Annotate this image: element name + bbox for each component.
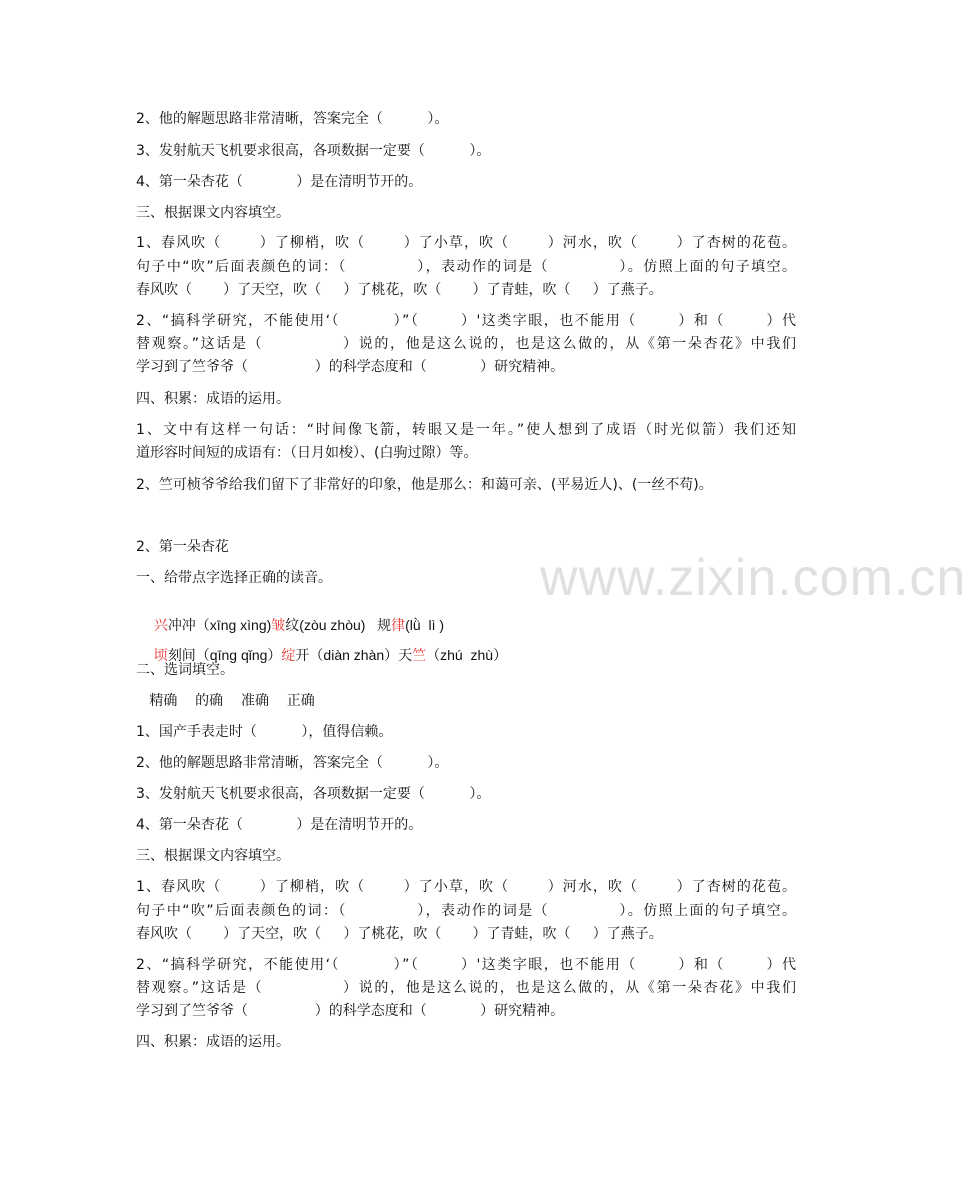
section-3-heading: 三、根据课文内容填空。 <box>136 848 290 864</box>
top-s3-p2-line3: 学习到了竺爷爷（ ）的科学态度和（ ）研究精神。 <box>136 359 565 375</box>
dotted-char: 皱 <box>271 618 286 634</box>
s3-p1-line3: 春风吹（ ）了天空，吹（ ）了桃花，吹（ ）了青蛙，吹（ ）了燕子。 <box>136 926 663 942</box>
dotted-char: 兴 <box>153 618 168 634</box>
dotted-char: 顷 <box>153 648 168 664</box>
top-s3-p2-line2: 替观察。”这话是（ ）说的，他是这么说的，也是这么做的，从《第一朵杏花》中我们 <box>136 336 796 352</box>
top-s4-p2: 2、竺可桢爷爷给我们留下了非常好的印象，他是那么：和蔼可亲、(平易近人)、(一丝不苟)。 <box>136 477 713 493</box>
reading-options: 开（diàn zhàn）天 <box>295 647 413 663</box>
reading-options: 纹(zòu zhòu) 规 <box>285 617 392 633</box>
top-section-3-heading: 三、根据课文内容填空。 <box>136 205 290 221</box>
top-section-4-heading: 四、积累：成语的运用。 <box>136 391 290 407</box>
lesson-title: 2、第一朵杏花 <box>136 539 229 555</box>
s3-p2-line1: 2、“搞科学研究，不能使用‘（ ）”（ ）'这类字眼，也不能用（ ）和（ ）代 <box>136 957 796 973</box>
top-s3-p1-line2: 句子中“吹”后面表颜色的词：（ ），表动作的词是（ ）。仿照上面的句子填空。 <box>136 259 796 275</box>
reading-options: 刻间（qīng qǐng） <box>167 647 282 663</box>
reading-options: (lǜ lì ) <box>405 617 445 633</box>
top-s3-p2-line1: 2、“搞科学研究，不能使用‘（ ）”（ ）'这类字眼，也不能用（ ）和（ ）代 <box>136 313 796 329</box>
dotted-char: 竺 <box>412 648 427 664</box>
question-1: 1、国产手表走时（ ），值得信赖。 <box>136 724 393 740</box>
s3-p2-line3: 学习到了竺爷爷（ ）的科学态度和（ ）研究精神。 <box>136 1003 565 1019</box>
dotted-char: 绽 <box>281 648 296 664</box>
top-s4-p1-line2: 道形容时间短的成语有：（日月如梭）、(白驹过隙）等。 <box>136 445 478 461</box>
reading-options: 冲冲（xīng xìng) <box>167 617 272 633</box>
section-4-heading: 四、积累：成语的运用。 <box>136 1034 290 1050</box>
section-1-heading: 一、给带点字选择正确的读音。 <box>136 570 332 586</box>
s3-p1-line2: 句子中“吹”后面表颜色的词：（ ），表动作的词是（ ）。仿照上面的句子填空。 <box>136 903 796 919</box>
top-question-3: 3、发射航天飞机要求很高，各项数据一定要（ ）。 <box>136 143 491 159</box>
top-s4-p1-line1: 1、文中有这样一句话：“时间像飞箭，转眼又是一年。”使人想到了成语（时光似箭）我们还知 <box>136 422 796 438</box>
top-s3-p1-line3: 春风吹（ ）了天空，吹（ ）了桃花，吹（ ）了青蛙，吹（ ）了燕子。 <box>136 282 663 298</box>
reading-options: （zhú zhù） <box>426 647 508 663</box>
dotted-char: 律 <box>391 618 406 634</box>
top-question-2: 2、他的解题思路非常清晰，答案完全（ ）。 <box>136 111 449 127</box>
top-s3-p1-line1: 1、春风吹（ ）了柳梢，吹（ ）了小草，吹（ ）河水，吹（ ）了杏树的花苞。 <box>136 235 796 251</box>
top-question-4: 4、第一朵杏花（ ）是在清明节开的。 <box>136 174 423 190</box>
question-2: 2、他的解题思路非常清晰，答案完全（ ）。 <box>136 755 449 771</box>
watermark: www.zixin.com.cn <box>540 549 966 607</box>
section-2-heading: 二、选词填空。 <box>136 662 234 678</box>
question-4: 4、第一朵杏花（ ）是在清明节开的。 <box>136 817 423 833</box>
s3-p2-line2: 替观察。”这话是（ ）说的，他是这么说的，也是这么做的，从《第一朵杏花》中我们 <box>136 980 796 996</box>
question-3: 3、发射航天飞机要求很高，各项数据一定要（ ）。 <box>136 786 491 802</box>
s3-p1-line1: 1、春风吹（ ）了柳梢，吹（ ）了小草，吹（ ）河水，吹（ ）了杏树的花苞。 <box>136 879 796 895</box>
word-options: 精确 的确 准确 正确 <box>136 693 315 709</box>
